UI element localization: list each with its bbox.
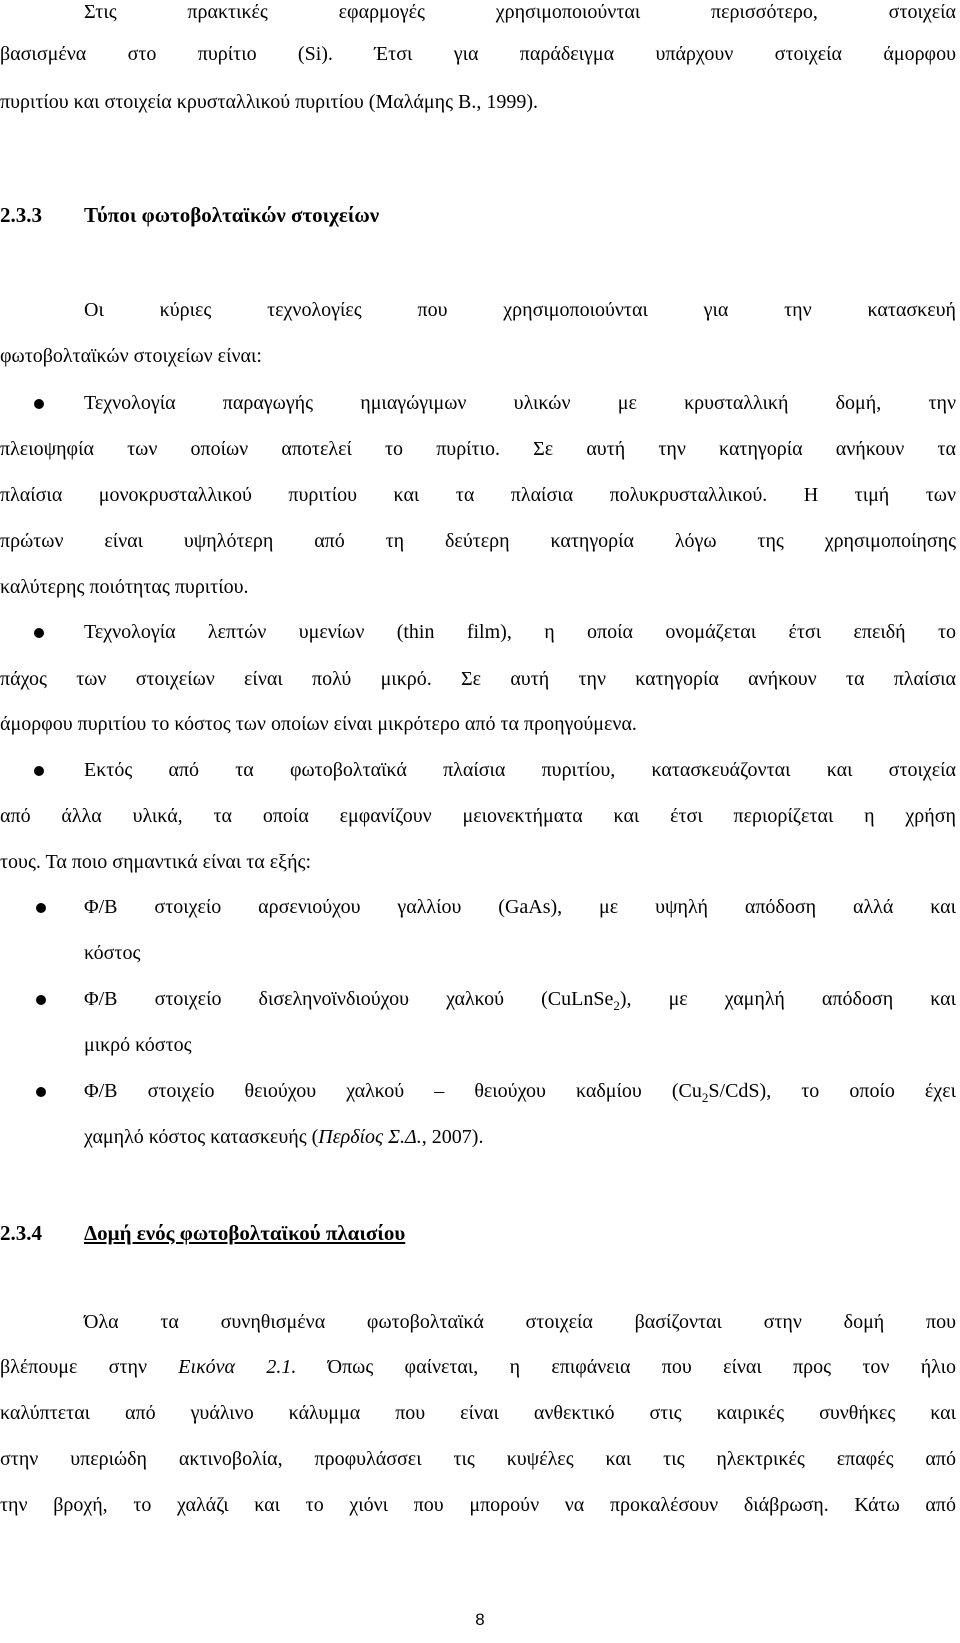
bullet1-line-5: καλύτερης ποιότητας πυριτίου. [0, 576, 249, 598]
intro-line-2: βασισμένα στο πυρίτιο (Si). Έτσι για παράδειγμα υπάρχουν στοιχεία άμορφου [0, 43, 956, 65]
sub1-line-2: κόστος [84, 942, 141, 964]
subscript: 2 [613, 998, 620, 1013]
bullet2-line-2: πάχος των στοιχείων είναι πολύ μικρό. Σε αυτή την κατηγορία ανήκουν τα πλαίσια [0, 668, 956, 690]
bullet3-line-3: τους. Τα ποιο σημαντικά είναι τα εξής: [0, 851, 312, 873]
bullet-icon [34, 766, 44, 776]
section-heading-2-3-4 [0, 1221, 405, 1245]
intro-line-1: Στις πρακτικές εφαρμογές χρησιμοποιούνται περισσότερο, στοιχεία [84, 1, 956, 23]
bullet-icon [34, 628, 44, 638]
bullet-icon [36, 903, 46, 913]
bullet1-line-3: πλαίσια μονοκρυσταλλικού πυριτίου και τα πλαίσια πολυκρυσταλλικού. Η τιμή των [0, 484, 956, 506]
sub2-text-a: Φ/Β στοιχείο δισεληνοϊνδιούχου χαλκού (CuLnSe [84, 988, 614, 1010]
bullet-icon [36, 1087, 46, 1097]
bullet3-line-2: από άλλα υλικά, τα οποία εμφανίζουν μειονεκτήματα και έτσι περιορίζεται η χρήση [0, 805, 956, 827]
figure-reference: Εικόνα 2.1. [178, 1356, 297, 1378]
page-number: 8 [475, 1610, 485, 1629]
section-number: 2.3.3 [0, 203, 42, 227]
sub2-text-b: ), με χαμηλή απόδοση και [619, 988, 956, 1010]
section234-line-3: καλύπτεται από γυάλινο κάλυμμα που είναι ανθεκτικό στις καιρικές συνθήκες και [0, 1402, 956, 1424]
sub3-text-b: S/CdS), το οποίο έχει [708, 1080, 956, 1102]
sub3-line-1 [84, 1079, 956, 1103]
bullet2-line-1: Τεχνολογία λεπτών υμενίων (thin film), η οποία ονομάζεται έτσι επειδή το [84, 621, 956, 643]
sub1-line-1: Φ/Β στοιχείο αρσενιούχου γαλλίου (GaAs), με υψηλή απόδοση αλλά και [84, 896, 956, 918]
sub3-line2-text-b: , 2007). [421, 1126, 484, 1148]
intro-line-3: πυριτίου και στοιχεία κρυσταλλικού πυριτίου (Μαλάμης Β., 1999). [0, 91, 538, 113]
bullet1-line-1: Τεχνολογία παραγωγής ημιαγώγιμων υλικών με κρυσταλλική δομή, την [84, 392, 956, 414]
sub3-line2-text-a: χαμηλό κόστος κατασκευής ( [84, 1126, 319, 1148]
section234-line-5: την βροχή, το χαλάζι και το χιόνι που μπορούν να προκαλέσουν διάβρωση. Κάτω από [0, 1494, 956, 1516]
sub2-line-2: μικρό κόστος [84, 1034, 192, 1056]
subscript: 2 [701, 1090, 709, 1105]
section-number: 2.3.4 [0, 1221, 42, 1245]
citation: Περδίος Σ.Δ. [318, 1126, 422, 1148]
section234-line-1: Όλα τα συνηθισμένα φωτοβολταϊκά στοιχεία βασίζονται στην δομή που [84, 1311, 956, 1333]
paragraph-line-1: Οι κύριες τεχνολογίες που χρησιμοποιούνται για την κατασκευή [84, 299, 956, 321]
bullet3-line-1: Εκτός από τα φωτοβολταϊκά πλαίσια πυριτίου, κατασκευάζονται και στοιχεία [84, 759, 956, 781]
section234-line2-text-b: Όπως φαίνεται, η επιφάνεια που είναι προς τον ήλιο [296, 1356, 957, 1378]
bullet2-line-3: άμορφου πυριτίου το κόστος των οποίων είναι μικρότερο από τα προηγούμενα. [0, 713, 637, 735]
sub2-line-1 [84, 987, 956, 1011]
bullet-icon [36, 995, 46, 1005]
sub3-line-2 [84, 1125, 483, 1149]
section234-line2-text-a: βλέπουμε στην [0, 1356, 179, 1378]
section-title: Δομή ενός φωτοβολταϊκού πλαισίου [84, 1221, 406, 1245]
bullet-icon [34, 399, 44, 409]
sub3-text-a: Φ/Β στοιχείο θειούχου χαλκού – θειούχου καδμίου (Cu [84, 1080, 702, 1102]
bullet1-line-2: πλειοψηφία των οποίων αποτελεί το πυρίτιο. Σε αυτή την κατηγορία ανήκουν τα [0, 438, 956, 460]
section-title: Τύποι φωτοβολταϊκών στοιχείων [84, 203, 380, 227]
section234-line-4: στην υπεριώδη ακτινοβολία, προφυλάσσει τις κυψέλες και τις ηλεκτρικές επαφές από [0, 1448, 956, 1470]
section-heading-2-3-3 [0, 203, 379, 227]
section234-line-2 [0, 1355, 956, 1379]
bullet1-line-4: πρώτων είναι υψηλότερη από τη δεύτερη κατηγορία λόγω της χρησιμοποίησης [0, 530, 956, 552]
paragraph-line-2: φωτοβολταϊκών στοιχείων είναι: [0, 345, 262, 367]
